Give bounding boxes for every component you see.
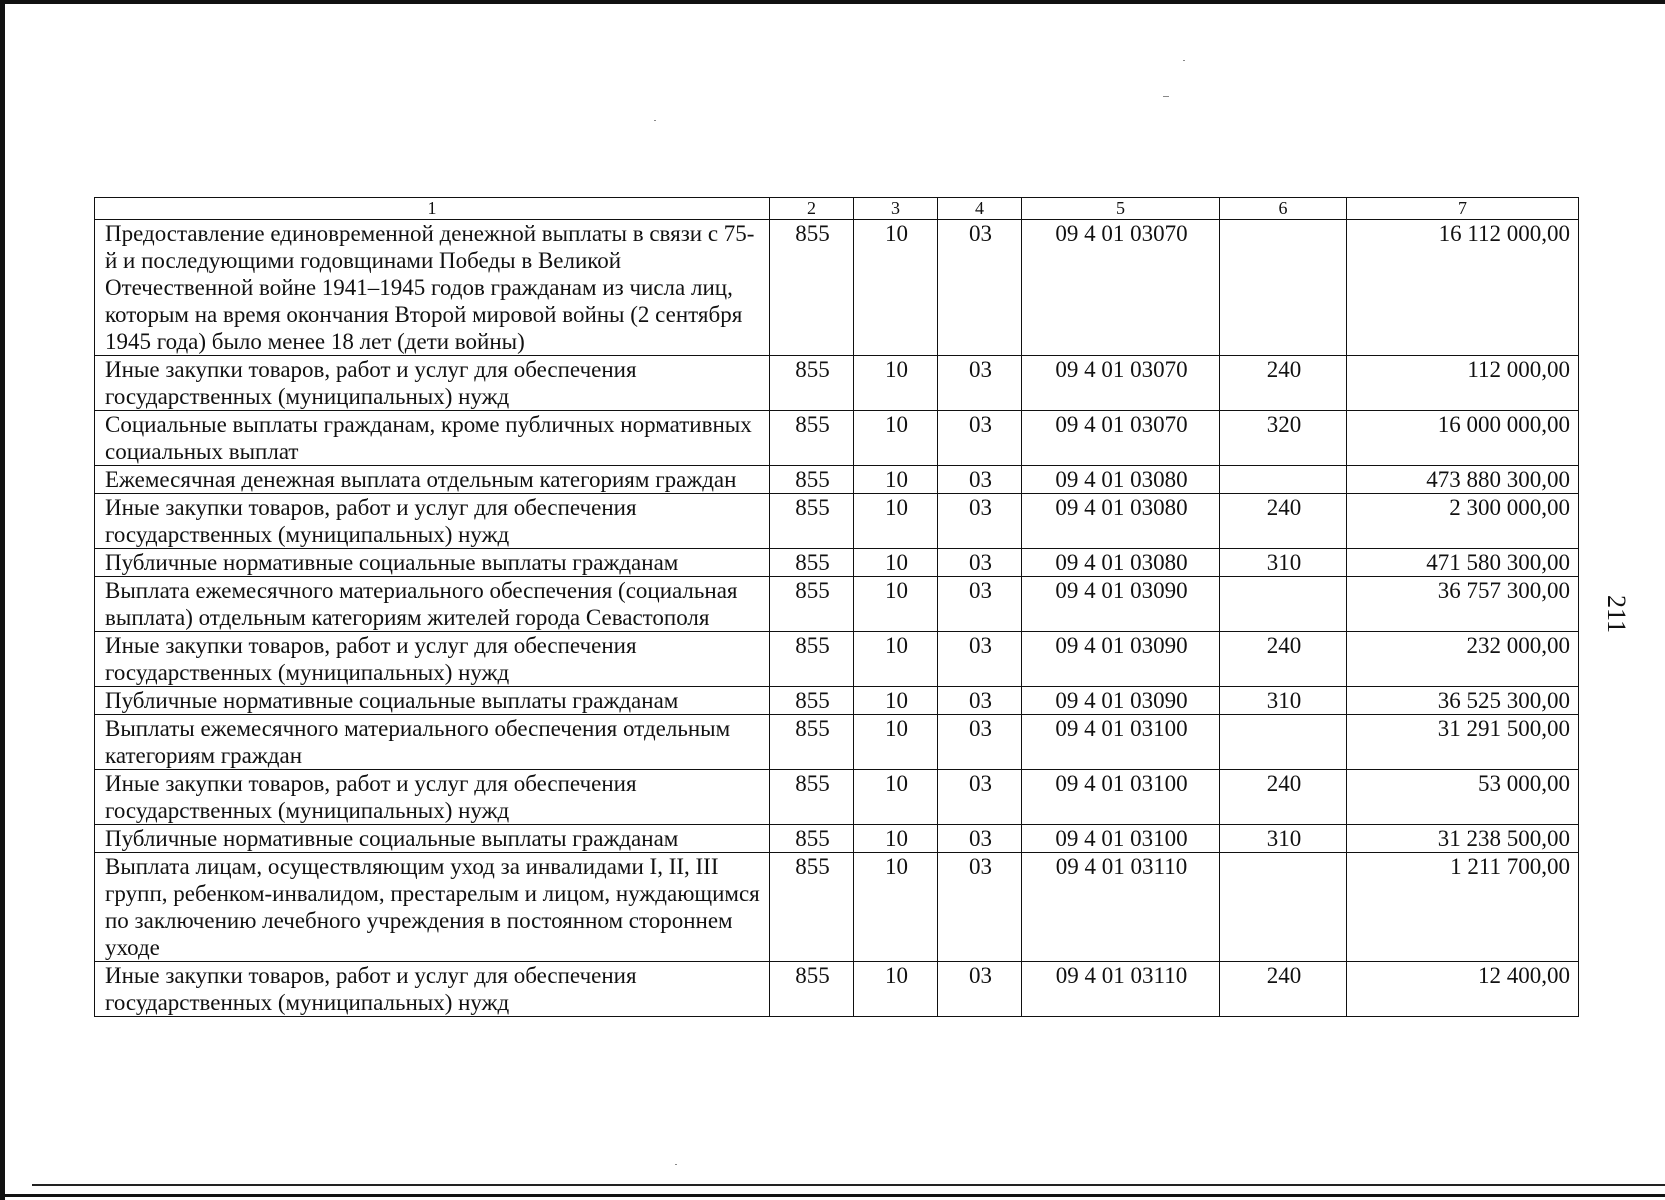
table-row [95, 962, 1579, 1017]
row-description: Иные закупки товаров, работ и услуг для обеспечения государственных (муниципальных) нужд [95, 770, 770, 825]
cell-col-4: 03 [938, 825, 1022, 853]
cell-col-6: 240 [1220, 632, 1347, 687]
cell-col-6 [1220, 466, 1347, 494]
cell-amount: 36 757 300,00 [1347, 577, 1579, 632]
cell-amount: 1 211 700,00 [1347, 853, 1579, 962]
cell-col-2: 855 [770, 770, 854, 825]
scan-speck [1183, 60, 1185, 61]
scan-speck [675, 1164, 677, 1165]
cell-col-3: 10 [854, 494, 938, 549]
cell-col-3: 10 [854, 220, 938, 356]
cell-col-5: 09 4 01 03080 [1022, 549, 1220, 577]
scan-border-bottom [0, 1194, 1665, 1197]
cell-col-3: 10 [854, 577, 938, 632]
table-row [95, 466, 1579, 494]
cell-amount: 473 880 300,00 [1347, 466, 1579, 494]
scan-border-top [0, 0, 1665, 4]
cell-col-4: 03 [938, 411, 1022, 466]
cell-col-2: 855 [770, 494, 854, 549]
cell-col-2: 855 [770, 853, 854, 962]
column-header-2: 2 [770, 198, 854, 220]
cell-col-4: 03 [938, 687, 1022, 715]
table-row [95, 549, 1579, 577]
bottom-rule [32, 1184, 1665, 1186]
cell-col-3: 10 [854, 549, 938, 577]
cell-col-4: 03 [938, 494, 1022, 549]
cell-col-4: 03 [938, 715, 1022, 770]
table-row [95, 853, 1579, 962]
cell-col-5: 09 4 01 03070 [1022, 220, 1220, 356]
cell-col-2: 855 [770, 549, 854, 577]
row-description: Иные закупки товаров, работ и услуг для обеспечения государственных (муниципальных) нужд [95, 632, 770, 687]
cell-col-6 [1220, 715, 1347, 770]
column-header-6: 6 [1220, 198, 1347, 220]
cell-col-4: 03 [938, 632, 1022, 687]
table-row [95, 770, 1579, 825]
row-description: Выплата лицам, осуществляющим уход за инвалидами I, II, III групп, ребенком-инвалидом, престарелым и лицом, нуждающимся по заключению лечебного учреждения в постоянном стороннем уходе [95, 853, 770, 962]
cell-col-3: 10 [854, 770, 938, 825]
cell-col-3: 10 [854, 825, 938, 853]
cell-col-2: 855 [770, 356, 854, 411]
scan-border-left [0, 0, 5, 1200]
cell-col-5: 09 4 01 03090 [1022, 632, 1220, 687]
cell-col-6: 310 [1220, 825, 1347, 853]
cell-col-2: 855 [770, 466, 854, 494]
row-description: Предоставление единовременной денежной выплаты в связи с 75-й и последующими годовщинами Победы в Великой Отечественной войне 1941–1945 годов гражданам из числа лиц, которым на время окончания Второй мировой войны (2 сентября 1945 года) было менее 18 лет (дети войны) [95, 220, 770, 356]
cell-col-3: 10 [854, 687, 938, 715]
table-row [95, 220, 1579, 356]
cell-amount: 31 238 500,00 [1347, 825, 1579, 853]
cell-col-6: 240 [1220, 356, 1347, 411]
cell-col-5: 09 4 01 03110 [1022, 853, 1220, 962]
cell-col-6: 240 [1220, 962, 1347, 1017]
cell-col-2: 855 [770, 687, 854, 715]
cell-col-2: 855 [770, 715, 854, 770]
row-description: Публичные нормативные социальные выплаты гражданам [95, 825, 770, 853]
column-number-row [95, 198, 1579, 220]
cell-amount: 36 525 300,00 [1347, 687, 1579, 715]
table-row [95, 411, 1579, 466]
cell-col-6: 240 [1220, 494, 1347, 549]
cell-col-2: 855 [770, 962, 854, 1017]
cell-amount: 16 112 000,00 [1347, 220, 1579, 356]
table-row [95, 494, 1579, 549]
cell-col-4: 03 [938, 770, 1022, 825]
cell-col-4: 03 [938, 356, 1022, 411]
cell-col-5: 09 4 01 03100 [1022, 825, 1220, 853]
row-description: Публичные нормативные социальные выплаты гражданам [95, 687, 770, 715]
cell-col-3: 10 [854, 632, 938, 687]
column-header-3: 3 [854, 198, 938, 220]
cell-col-3: 10 [854, 466, 938, 494]
cell-col-2: 855 [770, 577, 854, 632]
cell-col-4: 03 [938, 549, 1022, 577]
row-description: Иные закупки товаров, работ и услуг для обеспечения государственных (муниципальных) нужд [95, 356, 770, 411]
row-description: Социальные выплаты гражданам, кроме публичных нормативных социальных выплат [95, 411, 770, 466]
row-description: Публичные нормативные социальные выплаты гражданам [95, 549, 770, 577]
row-description: Иные закупки товаров, работ и услуг для обеспечения государственных (муниципальных) нужд [95, 494, 770, 549]
cell-col-5: 09 4 01 03080 [1022, 494, 1220, 549]
column-header-4: 4 [938, 198, 1022, 220]
cell-amount: 53 000,00 [1347, 770, 1579, 825]
table-body [95, 220, 1579, 1017]
page-number: 211 [1602, 595, 1631, 634]
cell-amount: 112 000,00 [1347, 356, 1579, 411]
cell-col-5: 09 4 01 03090 [1022, 577, 1220, 632]
table-row [95, 687, 1579, 715]
table-row [95, 577, 1579, 632]
table-row [95, 356, 1579, 411]
cell-col-6: 240 [1220, 770, 1347, 825]
table-row [95, 715, 1579, 770]
cell-col-5: 09 4 01 03100 [1022, 715, 1220, 770]
scan-speck [654, 120, 656, 121]
cell-col-6 [1220, 853, 1347, 962]
table-row [95, 825, 1579, 853]
column-header-7: 7 [1347, 198, 1579, 220]
cell-col-3: 10 [854, 962, 938, 1017]
cell-col-4: 03 [938, 853, 1022, 962]
cell-col-3: 10 [854, 853, 938, 962]
cell-col-5: 09 4 01 03090 [1022, 687, 1220, 715]
cell-col-3: 10 [854, 356, 938, 411]
budget-table [94, 197, 1579, 1017]
cell-col-6 [1220, 220, 1347, 356]
cell-col-5: 09 4 01 03100 [1022, 770, 1220, 825]
cell-col-2: 855 [770, 825, 854, 853]
cell-col-2: 855 [770, 220, 854, 356]
cell-col-5: 09 4 01 03110 [1022, 962, 1220, 1017]
cell-amount: 31 291 500,00 [1347, 715, 1579, 770]
cell-col-2: 855 [770, 411, 854, 466]
cell-col-5: 09 4 01 03080 [1022, 466, 1220, 494]
cell-col-3: 10 [854, 411, 938, 466]
cell-col-4: 03 [938, 962, 1022, 1017]
column-header-5: 5 [1022, 198, 1220, 220]
cell-col-4: 03 [938, 466, 1022, 494]
row-description: Иные закупки товаров, работ и услуг для обеспечения государственных (муниципальных) нужд [95, 962, 770, 1017]
table-row [95, 632, 1579, 687]
cell-amount: 232 000,00 [1347, 632, 1579, 687]
column-header-1: 1 [95, 198, 770, 220]
cell-amount: 16 000 000,00 [1347, 411, 1579, 466]
cell-amount: 2 300 000,00 [1347, 494, 1579, 549]
row-description: Ежемесячная денежная выплата отдельным категориям граждан [95, 466, 770, 494]
cell-col-3: 10 [854, 715, 938, 770]
cell-col-6: 310 [1220, 549, 1347, 577]
cell-col-6: 310 [1220, 687, 1347, 715]
cell-col-4: 03 [938, 220, 1022, 356]
cell-amount: 12 400,00 [1347, 962, 1579, 1017]
cell-amount: 471 580 300,00 [1347, 549, 1579, 577]
cell-col-5: 09 4 01 03070 [1022, 356, 1220, 411]
cell-col-5: 09 4 01 03070 [1022, 411, 1220, 466]
cell-col-4: 03 [938, 577, 1022, 632]
row-description: Выплаты ежемесячного материального обеспечения отдельным категориям граждан [95, 715, 770, 770]
cell-col-2: 855 [770, 632, 854, 687]
cell-col-6: 320 [1220, 411, 1347, 466]
row-description: Выплата ежемесячного материального обеспечения (социальная выплата) отдельным категориям жителей города Севастополя [95, 577, 770, 632]
cell-col-6 [1220, 577, 1347, 632]
scan-speck [1163, 96, 1169, 97]
